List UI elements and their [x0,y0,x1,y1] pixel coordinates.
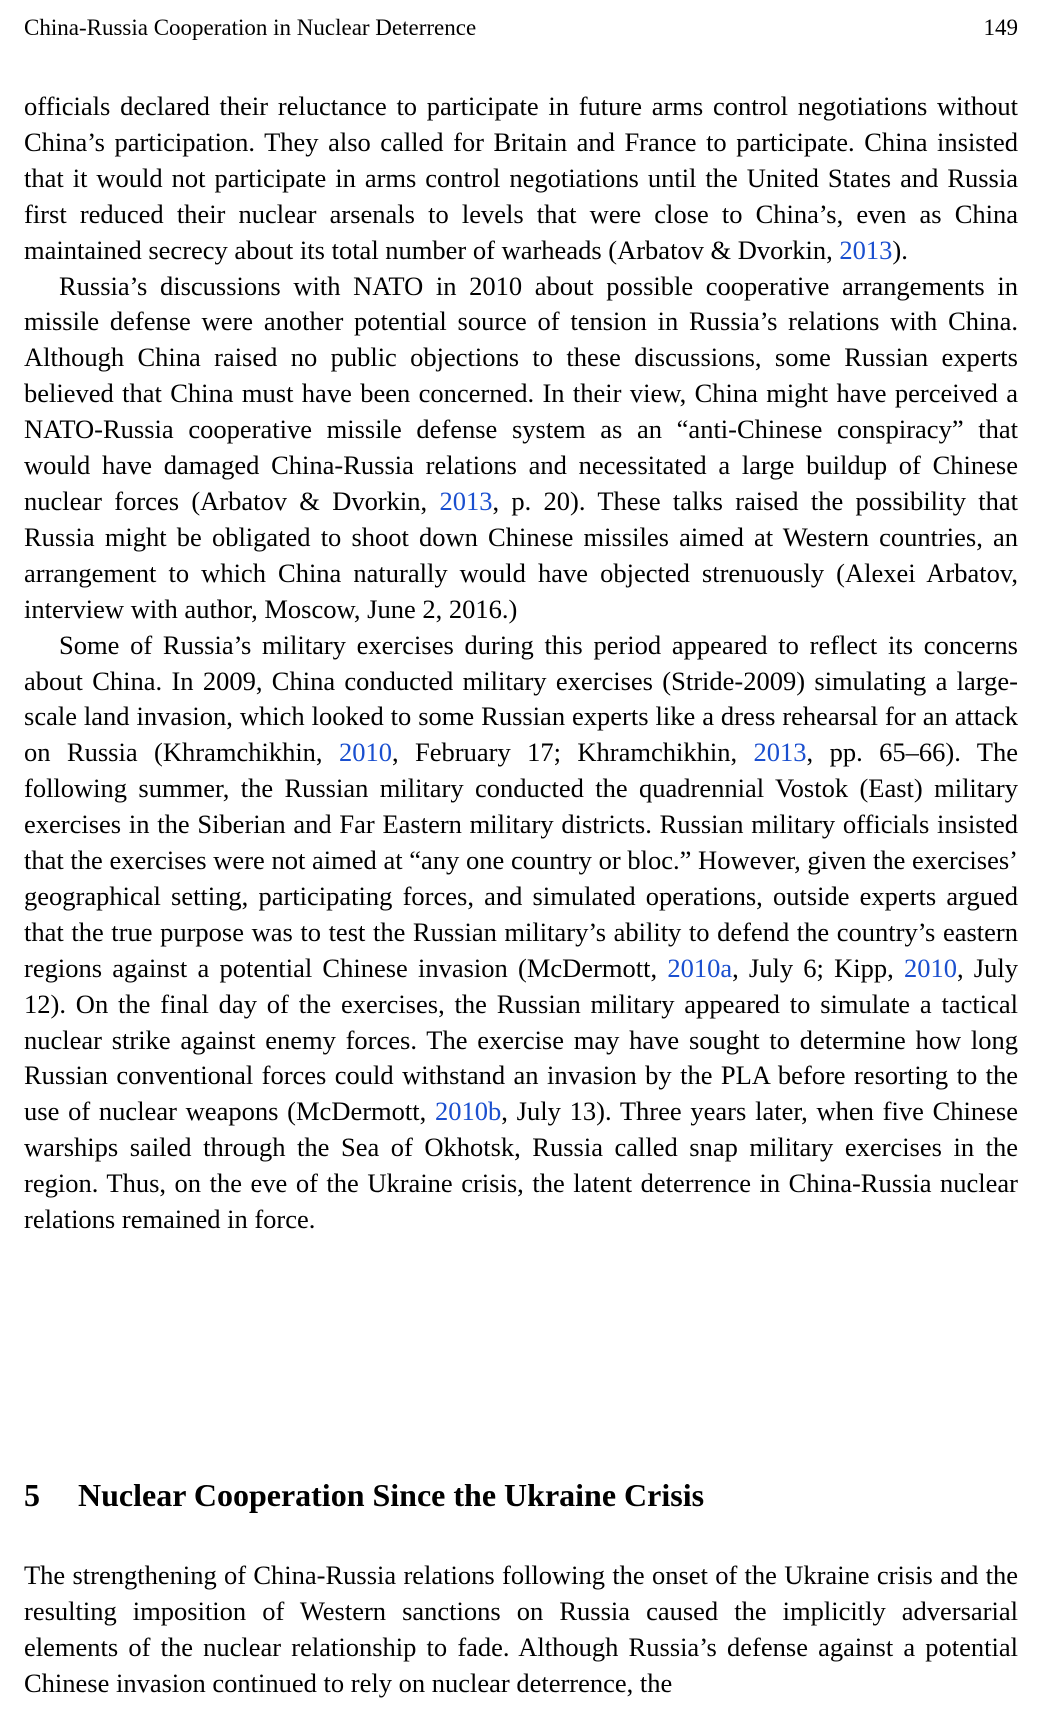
citation-link[interactable]: 2013 [439,485,493,516]
running-header [24,12,1018,44]
section-title: Nuclear Cooperation Since the Ukraine Crisis [78,1477,705,1513]
body-text [24,89,1018,1238]
citation-link[interactable]: 2013 [753,737,807,768]
paragraph: officials declared their reluctance to participate in future arms control negotiations without China’s participation. They also called for Britain and France to participate. China insisted that it would not participate in arms control negotiations until the United States and Russia first reduced their nuclear arsenals to levels that were close to China’s, even as China maintained secrecy about its total number of warheads (Arbatov & Dvorkin, 2013). [24,91,1018,265]
paragraph: The strengthening of China-Russia relations following the onset of the Ukraine crisis and the resulting imposition of Western sanctions on Russia caused the implicitly adversarial elements of the nuclear relationship to fade. Although Russia’s defense against a potential Chinese invasion continued to rely on nuclear deterrence, the [24,1560,1018,1698]
section-body [24,1558,1018,1702]
citation-link[interactable]: 2013 [839,234,893,265]
running-title: China-Russia Cooperation in Nuclear Deterrence [24,15,477,40]
citation-link[interactable]: 2010a [667,952,733,983]
citation-link[interactable]: 2010 [338,737,392,768]
citation-link[interactable]: 2010 [903,952,957,983]
paragraph: Russia’s discussions with NATO in 2010 about possible cooperative arrangements in missile defense were another potential source of tension in Russia’s relations with China. Although China raised no public objections to these discussions, some Russian experts believed that China must have been concerned. In their view, China might have perceived a NATO-Russia cooperative missile defense system as an “anti-Chinese conspiracy” that would have damaged China-Russia relations and necessitated a large buildup of Chinese nuclear forces (Arbatov & Dvorkin, 2013, p. 20). These talks raised the possibility that Russia might be obligated to shoot down Chinese missiles aimed at Western countries, an arrangement to which China naturally would have objected strenuously (Alexei Arbatov, interview with author, Moscow, June 2, 2016.) [24,270,1018,624]
section-heading [24,1473,1018,1517]
section-number: 5 [24,1477,40,1513]
citation-link[interactable]: 2010b [435,1096,502,1127]
paragraph: Some of Russia’s military exercises during this period appeared to reflect its concerns about China. In 2009, China conducted military exercises (Stride-2009) simulating a large-scale land invasion, which looked to some Russian experts like a dress rehearsal for an attack on Russia (Khramchikhin, 2010, February 17; Khramchikhin, 2013, pp. 65–66). The following summer, the Russian military conducted the quadrennial Vostok (East) military exercises in the Siberian and Far Eastern military districts. Russian military officials insisted that the exercises were not aimed at “any one country or bloc.” However, given the exercises’ geographical setting, participating forces, and simulated operations, outside experts argued that the true purpose was to test the Russian military’s ability to defend the country’s eastern regions against a potential Chinese invasion (McDermott, 2010a, July 6; Kipp, 2010, July 12). On the final day of the exercises, the Russian military appeared to simulate a tactical nuclear strike against enemy forces. The exercise may have sought to determine how long Russian conventional forces could withstand an invasion by the PLA before resorting to the use of nuclear weapons (McDermott, 2010b, July 13). Three years later, when five Chinese warships sailed through the Sea of Okhotsk, Russia called snap military exercises in the region. Thus, on the eve of the Ukraine crisis, the latent deterrence in China-Russia nuclear relations remained in force. [24,629,1018,1235]
page-number: 149 [983,15,1018,40]
